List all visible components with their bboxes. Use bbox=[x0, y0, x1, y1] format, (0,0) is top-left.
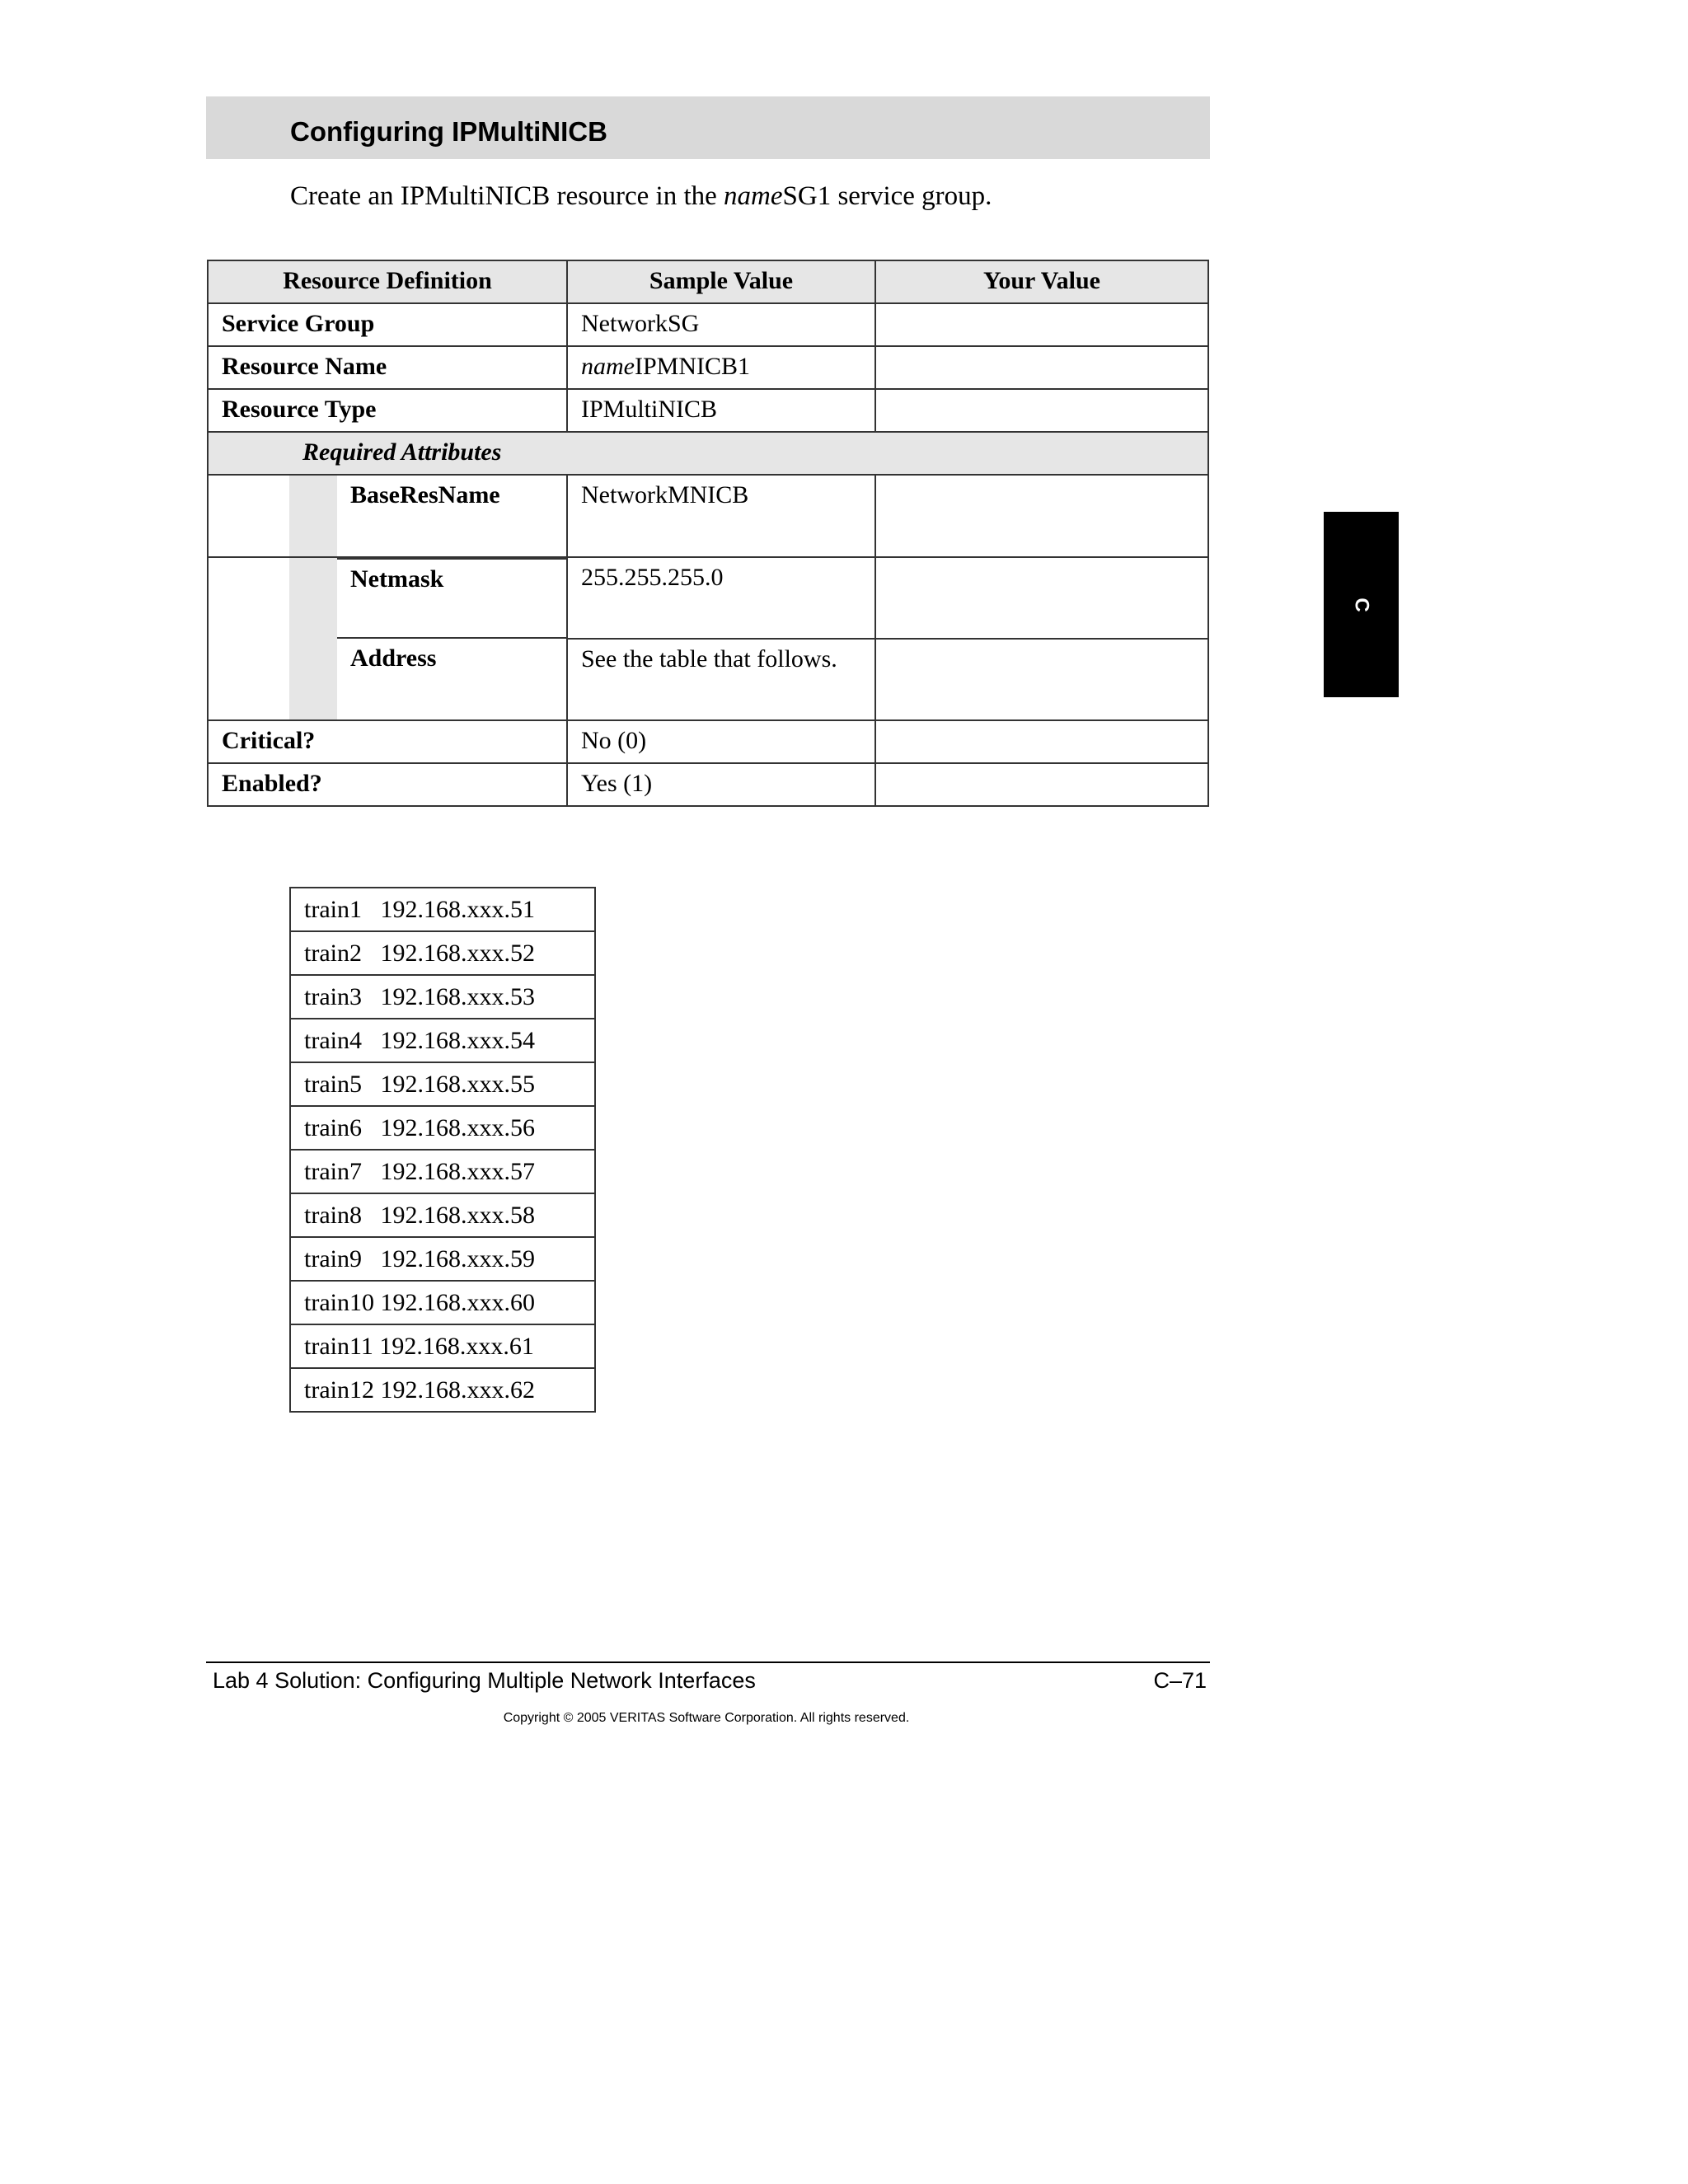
intro-italic: name bbox=[724, 181, 783, 211]
address-label: Address bbox=[350, 644, 437, 672]
table-row bbox=[208, 475, 1208, 557]
base-res-name-label: BaseResName bbox=[350, 481, 500, 509]
header-resource-definition: Resource Definition bbox=[208, 260, 567, 303]
service-group-label: Service Group bbox=[208, 303, 567, 346]
table-row bbox=[290, 975, 595, 1019]
intro-suffix: SG1 service group. bbox=[782, 181, 992, 211]
attribute-indent-cell bbox=[208, 475, 567, 557]
table-row bbox=[290, 931, 595, 975]
resource-name-italic: name bbox=[581, 353, 635, 380]
your-value-cell bbox=[875, 639, 1208, 720]
critical-value: No (0) bbox=[567, 720, 875, 763]
table-row bbox=[290, 1106, 595, 1150]
attribute-indent-cell bbox=[208, 639, 567, 720]
address-entry: train8 192.168.xxx.58 bbox=[290, 1193, 595, 1237]
address-entry: train12 192.168.xxx.62 bbox=[290, 1368, 595, 1412]
resource-type-value: IPMultiNICB bbox=[567, 389, 875, 432]
address-entry: train7 192.168.xxx.57 bbox=[290, 1150, 595, 1193]
your-value-cell bbox=[875, 763, 1208, 806]
table-row bbox=[290, 1150, 595, 1193]
footer-title: Lab 4 Solution: Configuring Multiple Network Interfaces bbox=[213, 1668, 756, 1693]
section-title: Configuring IPMultiNICB bbox=[290, 116, 607, 147]
table-row bbox=[290, 1062, 595, 1106]
resource-name-value bbox=[567, 346, 875, 389]
table-row bbox=[290, 1237, 595, 1281]
table-row bbox=[208, 720, 1208, 763]
address-entry: train9 192.168.xxx.59 bbox=[290, 1237, 595, 1281]
table-row bbox=[290, 1193, 595, 1237]
table-row bbox=[208, 639, 1208, 720]
enabled-label: Enabled? bbox=[208, 763, 567, 806]
your-value-cell bbox=[875, 720, 1208, 763]
address-entry: train5 192.168.xxx.55 bbox=[290, 1062, 595, 1106]
table-row bbox=[290, 1281, 595, 1324]
table-row bbox=[208, 389, 1208, 432]
address-entry: train1 192.168.xxx.51 bbox=[290, 888, 595, 931]
service-group-value: NetworkSG bbox=[567, 303, 875, 346]
intro-text bbox=[290, 178, 992, 214]
attribute-indent-cell bbox=[208, 557, 567, 639]
header-sample-value: Sample Value bbox=[567, 260, 875, 303]
address-entry: train3 192.168.xxx.53 bbox=[290, 975, 595, 1019]
address-entry: train6 192.168.xxx.56 bbox=[290, 1106, 595, 1150]
resource-name-label: Resource Name bbox=[208, 346, 567, 389]
page-number: C–71 bbox=[1153, 1668, 1207, 1693]
your-value-cell bbox=[875, 303, 1208, 346]
table-row bbox=[290, 1019, 595, 1062]
netmask-value: 255.255.255.0 bbox=[567, 557, 875, 639]
base-res-name-value: NetworkMNICB bbox=[567, 475, 875, 557]
table-row bbox=[208, 303, 1208, 346]
address-entry: train4 192.168.xxx.54 bbox=[290, 1019, 595, 1062]
address-value: See the table that follows. bbox=[567, 639, 875, 720]
table-row bbox=[208, 346, 1208, 389]
resource-type-label: Resource Type bbox=[208, 389, 567, 432]
resource-definition-table bbox=[207, 260, 1209, 807]
footer-rule bbox=[206, 1661, 1210, 1663]
your-value-cell bbox=[875, 346, 1208, 389]
required-attributes-row bbox=[208, 432, 1208, 475]
enabled-value: Yes (1) bbox=[567, 763, 875, 806]
your-value-cell bbox=[875, 557, 1208, 639]
intro-prefix: Create an IPMultiNICB resource in the bbox=[290, 181, 724, 211]
your-value-cell bbox=[875, 389, 1208, 432]
chapter-tab-letter: C bbox=[1350, 598, 1373, 612]
table-row bbox=[290, 888, 595, 931]
netmask-label: Netmask bbox=[337, 558, 566, 639]
address-table bbox=[289, 887, 596, 1413]
address-entry: train10 192.168.xxx.60 bbox=[290, 1281, 595, 1324]
address-entry: train2 192.168.xxx.52 bbox=[290, 931, 595, 975]
your-value-cell bbox=[875, 475, 1208, 557]
address-entry: train11 192.168.xxx.61 bbox=[290, 1324, 595, 1368]
table-row bbox=[290, 1368, 595, 1412]
header-your-value: Your Value bbox=[875, 260, 1208, 303]
table-row bbox=[208, 557, 1208, 639]
critical-label: Critical? bbox=[208, 720, 567, 763]
table-header-row bbox=[208, 260, 1208, 303]
resource-name-rest: IPMNICB1 bbox=[634, 353, 751, 380]
required-attributes-label: Required Attributes bbox=[208, 432, 1208, 475]
table-row bbox=[290, 1324, 595, 1368]
table-row bbox=[208, 763, 1208, 806]
copyright-notice: Copyright © 2005 VERITAS Software Corporation. All rights reserved. bbox=[503, 1711, 910, 1725]
